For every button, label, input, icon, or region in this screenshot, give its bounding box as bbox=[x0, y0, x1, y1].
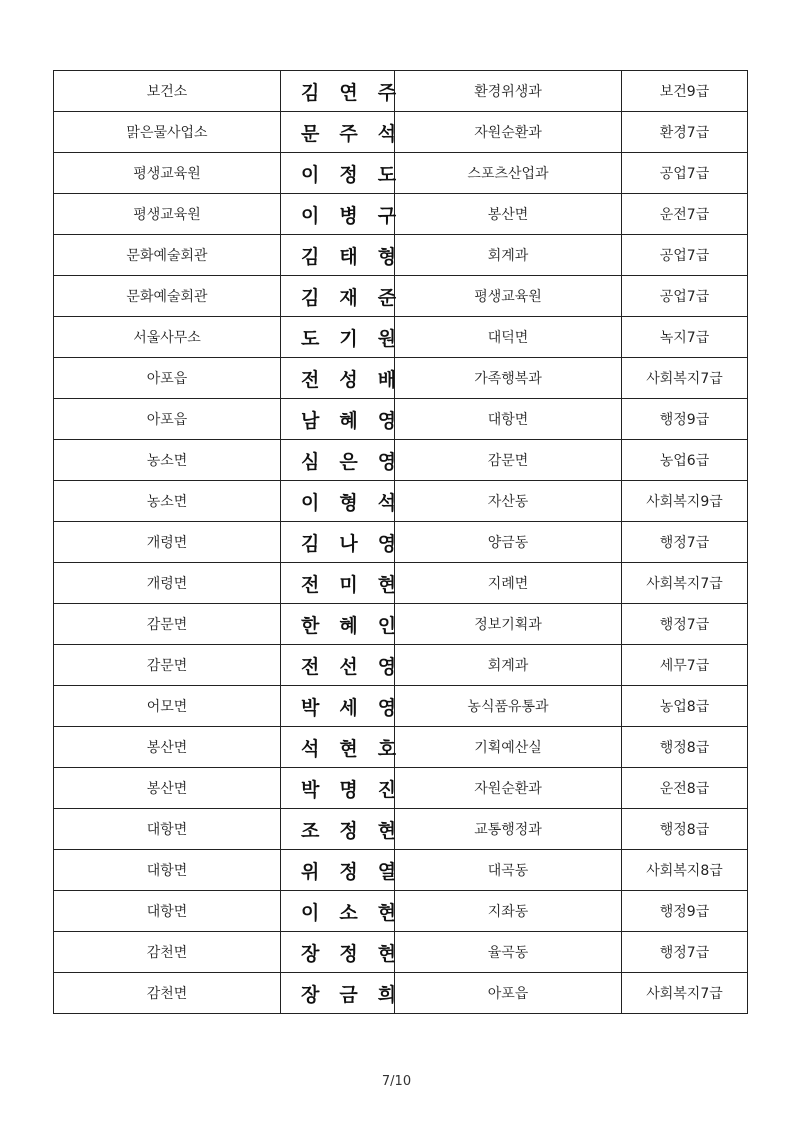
employee-name-cell: 박세영 bbox=[281, 686, 395, 727]
position-grade-cell: 농업8급 bbox=[622, 686, 748, 727]
current-department-cell: 대항면 bbox=[54, 809, 281, 850]
position-grade-cell: 사회복지7급 bbox=[622, 358, 748, 399]
position-grade-cell: 보건9급 bbox=[622, 71, 748, 112]
new-department-cell: 평생교육원 bbox=[395, 276, 622, 317]
position-grade-cell: 운전7급 bbox=[622, 194, 748, 235]
table-row bbox=[54, 563, 748, 604]
new-department-cell: 아포읍 bbox=[395, 973, 622, 1014]
employee-name-cell: 박명진 bbox=[281, 768, 395, 809]
position-grade-cell: 농업6급 bbox=[622, 440, 748, 481]
employee-name-cell: 장금희 bbox=[281, 973, 395, 1014]
position-grade-cell: 환경7급 bbox=[622, 112, 748, 153]
table-row bbox=[54, 686, 748, 727]
position-grade-cell: 운전8급 bbox=[622, 768, 748, 809]
new-department-cell: 회계과 bbox=[395, 235, 622, 276]
employee-name-cell: 전선영 bbox=[281, 645, 395, 686]
position-grade-cell: 사회복지8급 bbox=[622, 850, 748, 891]
position-grade-cell: 사회복지7급 bbox=[622, 973, 748, 1014]
employee-name-cell: 남혜영 bbox=[281, 399, 395, 440]
new-department-cell: 대덕면 bbox=[395, 317, 622, 358]
table-row bbox=[54, 112, 748, 153]
position-grade-cell: 행정9급 bbox=[622, 891, 748, 932]
new-department-cell: 대항면 bbox=[395, 399, 622, 440]
employee-name-cell: 김나영 bbox=[281, 522, 395, 563]
current-department-cell: 대항면 bbox=[54, 891, 281, 932]
employee-name-cell: 조정현 bbox=[281, 809, 395, 850]
position-grade-cell: 공업7급 bbox=[622, 235, 748, 276]
position-grade-cell: 공업7급 bbox=[622, 276, 748, 317]
current-department-cell: 개령면 bbox=[54, 522, 281, 563]
employee-name-cell: 장정현 bbox=[281, 932, 395, 973]
position-grade-cell: 행정8급 bbox=[622, 727, 748, 768]
employee-name-cell: 도기원 bbox=[281, 317, 395, 358]
current-department-cell: 아포읍 bbox=[54, 358, 281, 399]
employee-name-cell: 심은영 bbox=[281, 440, 395, 481]
table-row bbox=[54, 71, 748, 112]
employee-name-cell: 김재준 bbox=[281, 276, 395, 317]
employee-name-cell: 위정열 bbox=[281, 850, 395, 891]
position-grade-cell: 행정7급 bbox=[622, 522, 748, 563]
employee-name-cell: 김태형 bbox=[281, 235, 395, 276]
current-department-cell: 서울사무소 bbox=[54, 317, 281, 358]
new-department-cell: 스포츠산업과 bbox=[395, 153, 622, 194]
new-department-cell: 감문면 bbox=[395, 440, 622, 481]
table-row bbox=[54, 645, 748, 686]
current-department-cell: 농소면 bbox=[54, 481, 281, 522]
position-grade-cell: 사회복지7급 bbox=[622, 563, 748, 604]
table-row bbox=[54, 973, 748, 1014]
new-department-cell: 환경위생과 bbox=[395, 71, 622, 112]
table-row bbox=[54, 522, 748, 563]
employee-name-cell: 이소현 bbox=[281, 891, 395, 932]
employee-name-cell: 석현호 bbox=[281, 727, 395, 768]
table-row bbox=[54, 235, 748, 276]
personnel-table bbox=[53, 70, 748, 1014]
current-department-cell: 봉산면 bbox=[54, 727, 281, 768]
employee-name-cell: 문주석 bbox=[281, 112, 395, 153]
new-department-cell: 농식품유통과 bbox=[395, 686, 622, 727]
current-department-cell: 감천면 bbox=[54, 973, 281, 1014]
position-grade-cell: 세무7급 bbox=[622, 645, 748, 686]
table-row bbox=[54, 276, 748, 317]
table-row bbox=[54, 317, 748, 358]
new-department-cell: 가족행복과 bbox=[395, 358, 622, 399]
new-department-cell: 기획예산실 bbox=[395, 727, 622, 768]
new-department-cell: 자원순환과 bbox=[395, 768, 622, 809]
new-department-cell: 양금동 bbox=[395, 522, 622, 563]
personnel-table-body bbox=[54, 71, 748, 1014]
new-department-cell: 자원순환과 bbox=[395, 112, 622, 153]
current-department-cell: 농소면 bbox=[54, 440, 281, 481]
employee-name-cell: 한혜인 bbox=[281, 604, 395, 645]
table-row bbox=[54, 809, 748, 850]
table-row bbox=[54, 932, 748, 973]
table-row bbox=[54, 194, 748, 235]
new-department-cell: 대곡동 bbox=[395, 850, 622, 891]
table-row bbox=[54, 153, 748, 194]
position-grade-cell: 행정7급 bbox=[622, 932, 748, 973]
current-department-cell: 감문면 bbox=[54, 645, 281, 686]
new-department-cell: 율곡동 bbox=[395, 932, 622, 973]
table-row bbox=[54, 727, 748, 768]
position-grade-cell: 사회복지9급 bbox=[622, 481, 748, 522]
table-row bbox=[54, 399, 748, 440]
current-department-cell: 평생교육원 bbox=[54, 194, 281, 235]
current-department-cell: 어모면 bbox=[54, 686, 281, 727]
employee-name-cell: 전성배 bbox=[281, 358, 395, 399]
current-department-cell: 대항면 bbox=[54, 850, 281, 891]
table-row bbox=[54, 604, 748, 645]
table-row bbox=[54, 768, 748, 809]
current-department-cell: 문화예술회관 bbox=[54, 235, 281, 276]
position-grade-cell: 행정8급 bbox=[622, 809, 748, 850]
position-grade-cell: 공업7급 bbox=[622, 153, 748, 194]
table-row bbox=[54, 891, 748, 932]
new-department-cell: 지례면 bbox=[395, 563, 622, 604]
current-department-cell: 아포읍 bbox=[54, 399, 281, 440]
employee-name-cell: 전미현 bbox=[281, 563, 395, 604]
current-department-cell: 감천면 bbox=[54, 932, 281, 973]
current-department-cell: 감문면 bbox=[54, 604, 281, 645]
position-grade-cell: 녹지7급 bbox=[622, 317, 748, 358]
new-department-cell: 봉산면 bbox=[395, 194, 622, 235]
new-department-cell: 교통행정과 bbox=[395, 809, 622, 850]
current-department-cell: 맑은물사업소 bbox=[54, 112, 281, 153]
table-row bbox=[54, 440, 748, 481]
current-department-cell: 보건소 bbox=[54, 71, 281, 112]
current-department-cell: 개령면 bbox=[54, 563, 281, 604]
table-row bbox=[54, 481, 748, 522]
table-row bbox=[54, 358, 748, 399]
employee-name-cell: 이형석 bbox=[281, 481, 395, 522]
new-department-cell: 자산동 bbox=[395, 481, 622, 522]
employee-name-cell: 이병구 bbox=[281, 194, 395, 235]
new-department-cell: 지좌동 bbox=[395, 891, 622, 932]
current-department-cell: 평생교육원 bbox=[54, 153, 281, 194]
current-department-cell: 문화예술회관 bbox=[54, 276, 281, 317]
employee-name-cell: 이정도 bbox=[281, 153, 395, 194]
new-department-cell: 회계과 bbox=[395, 645, 622, 686]
employee-name-cell: 김연주 bbox=[281, 71, 395, 112]
current-department-cell: 봉산면 bbox=[54, 768, 281, 809]
page-number: 7/10 bbox=[381, 1074, 412, 1089]
table-row bbox=[54, 850, 748, 891]
position-grade-cell: 행정7급 bbox=[622, 604, 748, 645]
position-grade-cell: 행정9급 bbox=[622, 399, 748, 440]
new-department-cell: 정보기획과 bbox=[395, 604, 622, 645]
